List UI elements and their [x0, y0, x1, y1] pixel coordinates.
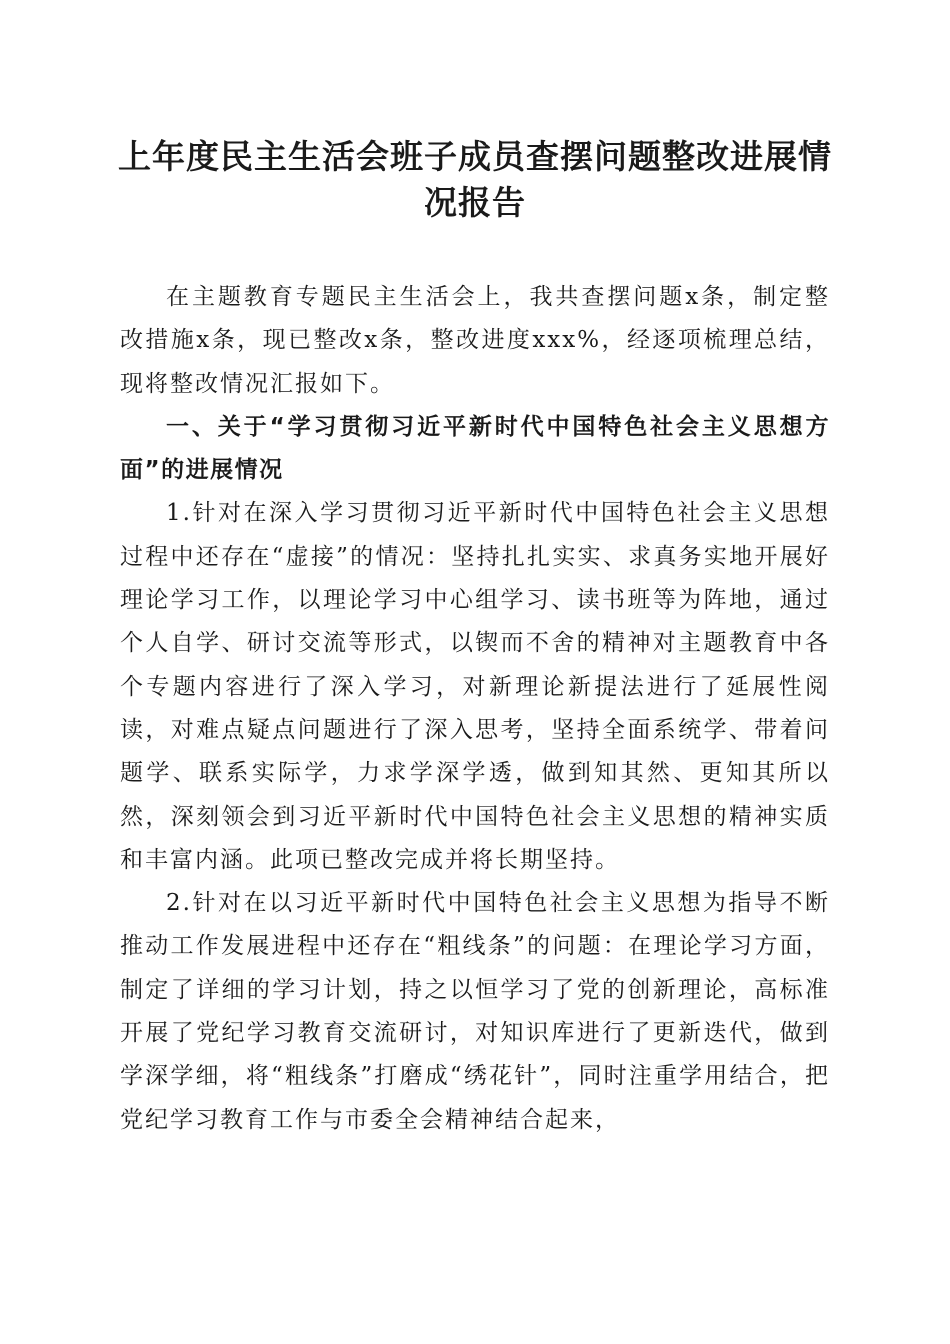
- intro-paragraph: 在主题教育专题民主生活会上，我共查摆问题x条，制定整改措施x条，现已整改x条，整改进度xxx%，经逐项梳理总结，现将整改情况汇报如下。: [120, 284, 830, 397]
- paragraph-2: 2.针对在以习近平新时代中国特色社会主义思想为指导不断推动工作发展进程中还存在“粗线条”的问题：在理论学习方面，制定了详细的学习计划，持之以恒学习了党的创新理论，高标准开展了党纪学习教育交流研讨，对知识库进行了更新迭代，做到学深学细，将“粗线条”打磨成“绣花针”，同时注重学用结合，把党纪学习教育工作与市委全会精神结合起来，: [120, 890, 830, 1133]
- paragraph-1: 1.针对在深入学习贯彻习近平新时代中国特色社会主义思想过程中还存在“虚接”的情况：坚持扎扎实实、求真务实地开展好理论学习工作，以理论学习中心组学习、读书班等为阵地，通过个人自学、研讨交流等形式，以锲而不舍的精神对主题教育中各个专题内容进行了深入学习，对新理论新提法进行了延展性阅读，对难点疑点问题进行了深入思考，坚持全面系统学、带着问题学、联系实际学，力求学深学透，做到知其然、更知其所以然，深刻领会到习近平新时代中国特色社会主义思想的精神实质和丰富内涵。此项已整改完成并将长期坚持。: [120, 500, 830, 873]
- document-body: [120, 276, 830, 1142]
- document-title: 上年度民主生活会班子成员查摆问题整改进展情况报告: [118, 137, 832, 222]
- section-heading: 一、关于“学习贯彻习近平新时代中国特色社会主义思想方面”的进展情况: [120, 413, 830, 484]
